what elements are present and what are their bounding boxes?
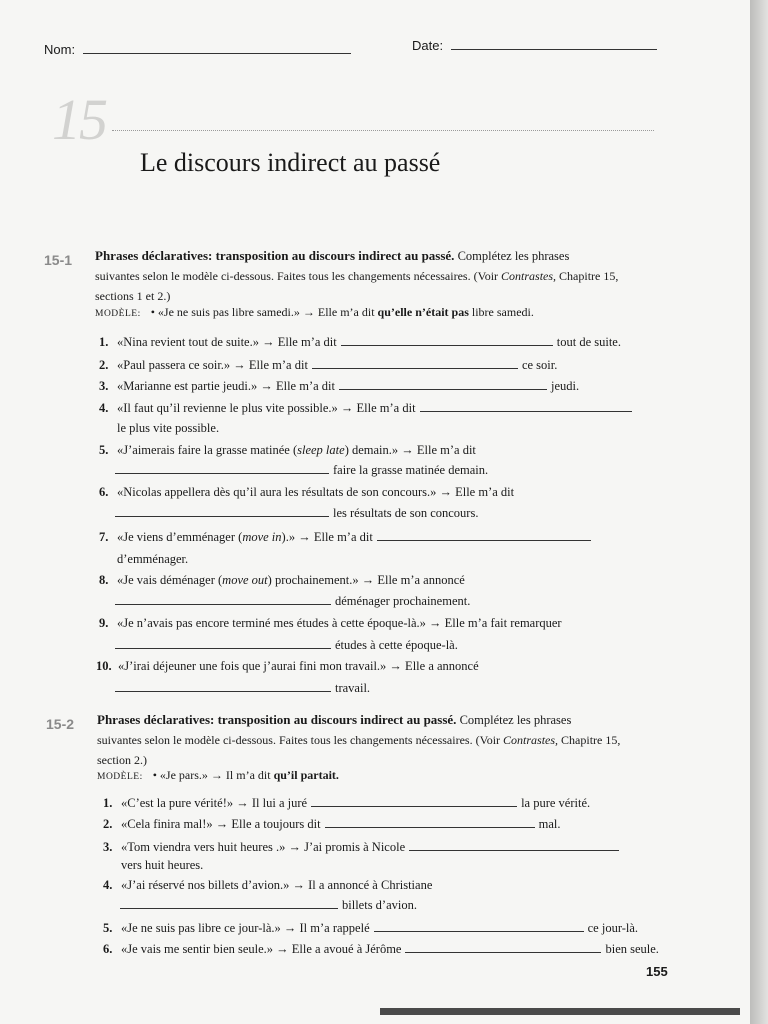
item-prompt-end: ) demain.» → Elle m’a dit bbox=[344, 443, 476, 457]
exercise-item bbox=[99, 573, 465, 588]
item-prompt: «J’aimerais faire la grasse matinée ( bbox=[117, 443, 298, 457]
item-ending: travail. bbox=[335, 681, 371, 695]
item-number: 3. bbox=[99, 379, 109, 393]
item-number: 7. bbox=[99, 530, 109, 544]
item-ending: faire la grasse matinée demain. bbox=[333, 463, 489, 477]
item-ending: jeudi. bbox=[551, 379, 580, 393]
heading-line3: section 2.) bbox=[97, 753, 147, 767]
item-continuation bbox=[115, 505, 478, 521]
modele-bold: qu’il partait. bbox=[273, 768, 339, 782]
exercise-item bbox=[99, 443, 476, 458]
exercise-item bbox=[99, 400, 636, 416]
heading-line2-end: Chapitre 15, bbox=[558, 733, 621, 747]
exercise-item bbox=[103, 839, 623, 855]
heading-line2-end: Chapitre 15, bbox=[556, 269, 619, 283]
heading-rest: Complétez les phrases bbox=[454, 249, 570, 263]
chapter-title: Le discours indirect au passé bbox=[140, 148, 441, 177]
item-prompt: «Il faut qu’il revienne le plus vite possible.» → Elle m’a dit bbox=[117, 401, 416, 415]
answer-blank[interactable] bbox=[115, 505, 329, 517]
item-ending: études à cette époque-là. bbox=[335, 638, 458, 652]
modele-text: • «Je pars.» → Il m’a dit bbox=[152, 768, 274, 782]
name-field[interactable] bbox=[44, 41, 351, 57]
item-number: 2. bbox=[99, 358, 109, 372]
modele-text: • «Je ne suis pas libre samedi.» → Elle m’a dit bbox=[150, 305, 378, 319]
item-number: 3. bbox=[103, 840, 113, 854]
answer-blank[interactable] bbox=[115, 637, 331, 649]
answer-blank[interactable] bbox=[120, 897, 338, 909]
item-ending: déménager prochainement. bbox=[335, 594, 471, 608]
item-continuation: d’emménager. bbox=[117, 552, 189, 566]
date-label: Date: bbox=[412, 38, 444, 53]
answer-blank[interactable] bbox=[339, 378, 547, 390]
item-number: 5. bbox=[99, 443, 109, 457]
item-number: 2. bbox=[103, 817, 113, 831]
item-continuation bbox=[115, 462, 488, 478]
exercise-item bbox=[99, 357, 557, 373]
item-number: 6. bbox=[99, 485, 109, 499]
item-ending: mal. bbox=[538, 817, 561, 831]
item-number: 4. bbox=[99, 401, 109, 415]
scan-bottom-bar bbox=[380, 1008, 740, 1015]
item-prompt-end: ).» → Elle m’a dit bbox=[281, 530, 373, 544]
heading-rest: Complétez les phrases bbox=[456, 713, 572, 727]
item-prompt: «C’est la pure vérité!» → Il lui a juré bbox=[121, 796, 308, 810]
item-number: 9. bbox=[99, 616, 109, 630]
chapter-rule bbox=[112, 130, 654, 131]
modele-bold: qu’elle n’était pas bbox=[377, 305, 469, 319]
item-continuation bbox=[115, 593, 470, 609]
item-ending: bien seule. bbox=[605, 942, 659, 956]
date-line[interactable] bbox=[451, 37, 657, 50]
item-prompt: «Tom viendra vers huit heures .» → J’ai promis à Nicole bbox=[121, 840, 406, 854]
exercise-item bbox=[103, 795, 590, 811]
item-number: 1. bbox=[99, 335, 109, 349]
item-number: 10. bbox=[96, 659, 112, 673]
item-italic: sleep late bbox=[297, 443, 345, 457]
answer-blank[interactable] bbox=[115, 593, 331, 605]
heading-line2: suivantes selon le modèle ci-dessous. Faites tous les changements nécessaires. (Voir bbox=[95, 269, 502, 283]
answer-blank[interactable] bbox=[377, 529, 591, 541]
item-continuation bbox=[115, 637, 458, 653]
modele-example bbox=[95, 305, 534, 320]
exercise-item bbox=[103, 941, 659, 957]
exercise-item bbox=[103, 878, 432, 893]
answer-blank[interactable] bbox=[311, 795, 517, 807]
item-italic: move in bbox=[242, 530, 282, 544]
item-prompt: «J’irai déjeuner une fois que j’aurai fini mon travail.» → Elle a annoncé bbox=[118, 659, 479, 673]
answer-blank[interactable] bbox=[312, 357, 518, 369]
chapter-number: 15 bbox=[52, 87, 106, 152]
item-prompt: «Marianne est partie jeudi.» → Elle m’a dit bbox=[117, 379, 335, 393]
modele-end: libre samedi. bbox=[468, 305, 534, 319]
item-number: 4. bbox=[103, 878, 113, 892]
modele-example bbox=[97, 768, 339, 783]
item-ending: les résultats de son concours. bbox=[333, 506, 479, 520]
heading-line2-italic: Contrastes, bbox=[501, 269, 557, 283]
item-number: 8. bbox=[99, 573, 109, 587]
item-prompt: «Je vais me sentir bien seule.» → Elle a avoué à Jérôme bbox=[121, 942, 402, 956]
item-prompt: «Je vais déménager ( bbox=[117, 573, 223, 587]
heading-line2: suivantes selon le modèle ci-dessous. Faites tous les changements nécessaires. (Voir bbox=[97, 733, 504, 747]
section-heading bbox=[95, 246, 618, 306]
item-ending: billets d’avion. bbox=[342, 898, 417, 912]
item-ending: ce soir. bbox=[521, 358, 558, 372]
heading-bold: Phrases déclaratives: transposition au discours indirect au passé. bbox=[97, 712, 457, 727]
heading-bold: Phrases déclaratives: transposition au discours indirect au passé. bbox=[95, 248, 455, 263]
item-prompt: «Paul passera ce soir.» → Elle m’a dit bbox=[117, 358, 308, 372]
item-prompt: «Je ne suis pas libre ce jour-là.» → Il m’a rappelé bbox=[121, 921, 370, 935]
section-heading bbox=[97, 710, 620, 770]
item-continuation: vers huit heures. bbox=[121, 858, 204, 872]
item-prompt: «Nicolas appellera dès qu’il aura les résultats de son concours.» → Elle m’a dit bbox=[117, 485, 515, 499]
exercise-item bbox=[99, 529, 595, 545]
exercise-item bbox=[99, 334, 621, 350]
page-number: 155 bbox=[646, 964, 668, 979]
name-line[interactable] bbox=[83, 41, 351, 54]
item-continuation: le plus vite possible. bbox=[117, 421, 220, 435]
heading-line2-italic: Contrastes, bbox=[503, 733, 559, 747]
answer-blank[interactable] bbox=[409, 839, 619, 851]
item-ending: la pure vérité. bbox=[521, 796, 591, 810]
item-prompt: «Cela finira mal!» → Elle a toujours dit bbox=[121, 817, 321, 831]
answer-blank[interactable] bbox=[374, 920, 584, 932]
modele-label: MODÈLE: bbox=[95, 309, 141, 319]
item-italic: move out bbox=[222, 573, 268, 587]
item-number: 1. bbox=[103, 796, 113, 810]
item-prompt: «Nina revient tout de suite.» → Elle m’a dit bbox=[117, 335, 337, 349]
page-edge-shadow bbox=[750, 0, 768, 1024]
item-prompt: «J’ai réservé nos billets d’avion.» → Il a annoncé à Christiane bbox=[121, 878, 433, 892]
item-ending: ce jour-là. bbox=[587, 921, 639, 935]
heading-line3: sections 1 et 2.) bbox=[95, 289, 171, 303]
name-label: Nom: bbox=[44, 42, 76, 57]
item-continuation bbox=[120, 897, 417, 913]
exercise-item bbox=[99, 616, 562, 631]
answer-blank[interactable] bbox=[420, 400, 632, 412]
section-number: 15-1 bbox=[44, 252, 73, 268]
answer-blank[interactable] bbox=[325, 816, 535, 828]
answer-blank[interactable] bbox=[115, 680, 331, 692]
item-number: 5. bbox=[103, 921, 113, 935]
date-field[interactable] bbox=[412, 37, 657, 53]
exercise-item bbox=[103, 816, 560, 832]
exercise-item bbox=[99, 378, 579, 394]
answer-blank[interactable] bbox=[115, 462, 329, 474]
answer-blank[interactable] bbox=[405, 941, 601, 953]
item-number: 6. bbox=[103, 942, 113, 956]
item-continuation bbox=[115, 680, 370, 696]
section-number: 15-2 bbox=[46, 716, 75, 732]
item-prompt-end: ) prochainement.» → Elle m’a annoncé bbox=[267, 573, 465, 587]
item-prompt: «Je n’avais pas encore terminé mes études à cette époque-là.» → Elle m’a fait remarquer bbox=[117, 616, 562, 630]
modele-label: MODÈLE: bbox=[97, 772, 143, 782]
exercise-item bbox=[103, 920, 638, 936]
exercise-item bbox=[96, 659, 479, 674]
answer-blank[interactable] bbox=[341, 334, 553, 346]
item-ending: tout de suite. bbox=[556, 335, 621, 349]
item-prompt: «Je viens d’emménager ( bbox=[117, 530, 243, 544]
exercise-item bbox=[99, 485, 514, 500]
